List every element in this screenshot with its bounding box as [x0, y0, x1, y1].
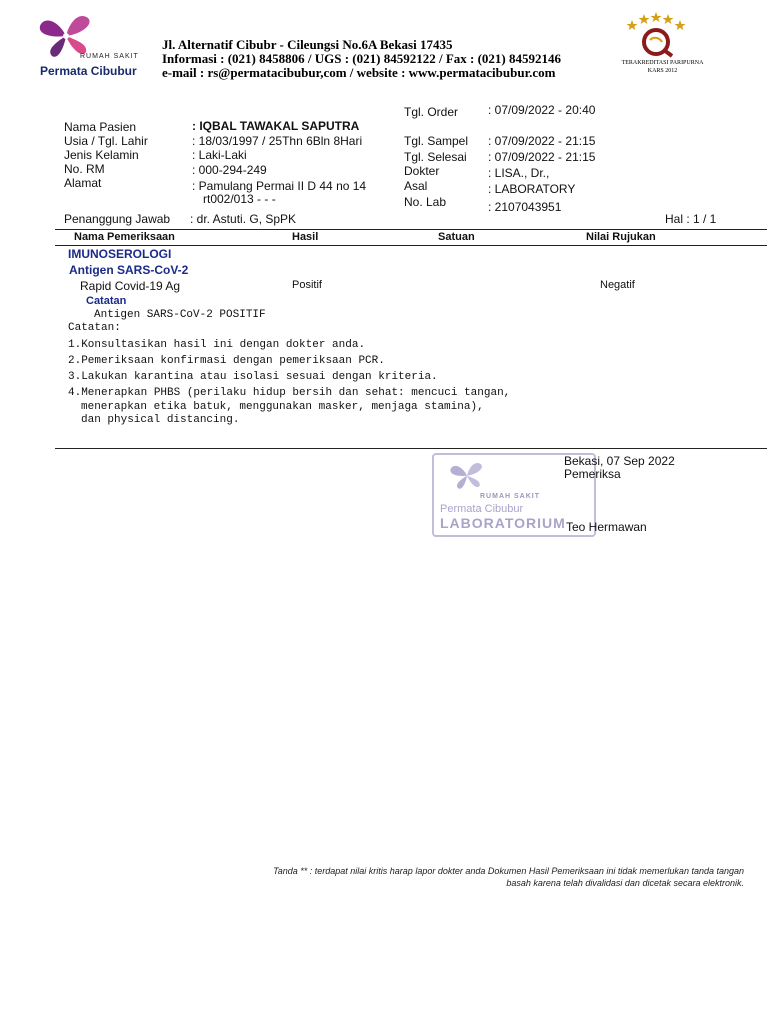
brand-small-text: RUMAH SAKIT: [80, 53, 139, 60]
stamp-text-brand: Permata Cibubur: [440, 503, 524, 515]
stamp-logo-icon: [448, 459, 486, 491]
dob-value: : 18/03/1997 / 25Thn 6Bln 8Hari: [192, 134, 363, 148]
col-header-reference: Nilai Rujukan: [586, 231, 656, 243]
doctor-value: : LISA., Dr.,: [488, 166, 550, 180]
order-date-label: Tgl. Order: [404, 105, 459, 119]
rm-value: : 000-294-249: [192, 163, 267, 177]
rm-label: No. RM: [64, 162, 105, 176]
sample-date-label: Tgl. Sampel: [404, 134, 469, 148]
test-name: Rapid Covid-19 Ag: [80, 279, 181, 293]
footer-note-line1: Tanda ** : terdapat nilai kritis harap lapor dokter anda Dokumen Hasil Pemeriksaan ini tidak memerlukan tanda tangan: [273, 866, 744, 876]
patient-name-value: : IQBAL TAWAKAL SAPUTRA: [192, 119, 360, 133]
note-4-line1: 4.Menerapkan PHBS (perilaku hidup bersih dan sehat: mencuci tangan,: [68, 387, 511, 399]
col-header-result: Hasil: [292, 231, 319, 243]
pj-label: Penanggung Jawab: [64, 212, 171, 226]
done-date-label: Tgl. Selesai: [404, 150, 467, 164]
sex-label: Jenis Kelamin: [64, 148, 139, 162]
catatan-result: Antigen SARS-CoV-2 POSITIF: [94, 309, 266, 321]
signature-role: Pemeriksa: [564, 467, 621, 481]
accreditation-seal-icon: [624, 10, 688, 58]
stamp-text-rumah-sakit: RUMAH SAKIT: [480, 493, 540, 500]
brand-name: Permata Cibubur: [40, 64, 137, 78]
sample-date-value: : 07/09/2022 - 21:15: [488, 134, 596, 148]
signature-examiner: Teo Hermawan: [566, 520, 647, 534]
note-1: 1.Konsultasikan hasil ini dengan dokter anda.: [68, 339, 366, 351]
note-4-line3: dan physical distancing.: [81, 414, 240, 426]
notes-title: Catatan:: [68, 322, 121, 334]
note-2: 2.Pemeriksaan konfirmasi dengan pemeriksaan PCR.: [68, 355, 385, 367]
pj-value: : dr. Astuti. G, SpPK: [190, 212, 297, 226]
hospital-email-website: e-mail : rs@permatacibubur,com / website : www.permatacibubur.com: [162, 65, 556, 80]
hospital-contact: Informasi : (021) 8458806 / UGS : (021) 84592122 / Fax : (021) 84592146: [162, 51, 561, 66]
group-title: Antigen SARS-CoV-2: [69, 263, 189, 277]
origin-label: Asal: [404, 179, 428, 193]
footer-note-line2: basah karena telah divalidasi dan dicetak secara elektronik.: [506, 878, 744, 888]
catatan-heading: Catatan: [86, 295, 127, 307]
col-header-unit: Satuan: [438, 231, 475, 243]
accreditation-year: KARS 2012: [647, 68, 678, 74]
address-value-line2: rt002/013 - - -: [203, 192, 276, 206]
test-reference: Negatif: [600, 279, 635, 291]
hospital-address: Jl. Alternatif Cibubr - Cileungsi No.6A Bekasi 17435: [162, 37, 453, 52]
col-header-name: Nama Pemeriksaan: [74, 231, 175, 243]
section-title: IMUNOSEROLOGI: [68, 247, 172, 261]
note-4-line2: menerapkan etika batuk, menggunakan masker, menjaga stamina),: [81, 401, 484, 413]
patient-name-label: Nama Pasien: [64, 120, 137, 134]
table-header-rule: [55, 245, 767, 246]
page-indicator: Hal : 1 / 1: [665, 212, 717, 226]
lab-number-label: No. Lab: [404, 195, 447, 209]
notes-bottom-rule: [55, 448, 767, 449]
done-date-value: : 07/09/2022 - 21:15: [488, 150, 596, 164]
doctor-label: Dokter: [404, 164, 440, 178]
stamp-text-laboratorium: LABORATORIUM: [440, 515, 566, 531]
note-3: 3.Lakukan karantina atau isolasi sesuai dengan kriteria.: [68, 371, 438, 383]
sex-value: : Laki-Laki: [192, 148, 247, 162]
address-value-line1: : Pamulang Permai II D 44 no 14: [192, 179, 367, 193]
address-label: Alamat: [64, 176, 102, 190]
lab-number-value: : 2107043951: [488, 200, 562, 214]
accreditation-text: TERAKREDITASI PARIPURNA: [621, 60, 704, 66]
dob-label: Usia / Tgl. Lahir: [64, 134, 148, 148]
table-top-rule: [55, 229, 767, 230]
test-result: Positif: [292, 279, 322, 291]
signature-place-date: Bekasi, 07 Sep 2022: [564, 454, 675, 468]
order-date-value: : 07/09/2022 - 20:40: [488, 103, 596, 117]
origin-value: : LABORATORY: [488, 182, 576, 196]
